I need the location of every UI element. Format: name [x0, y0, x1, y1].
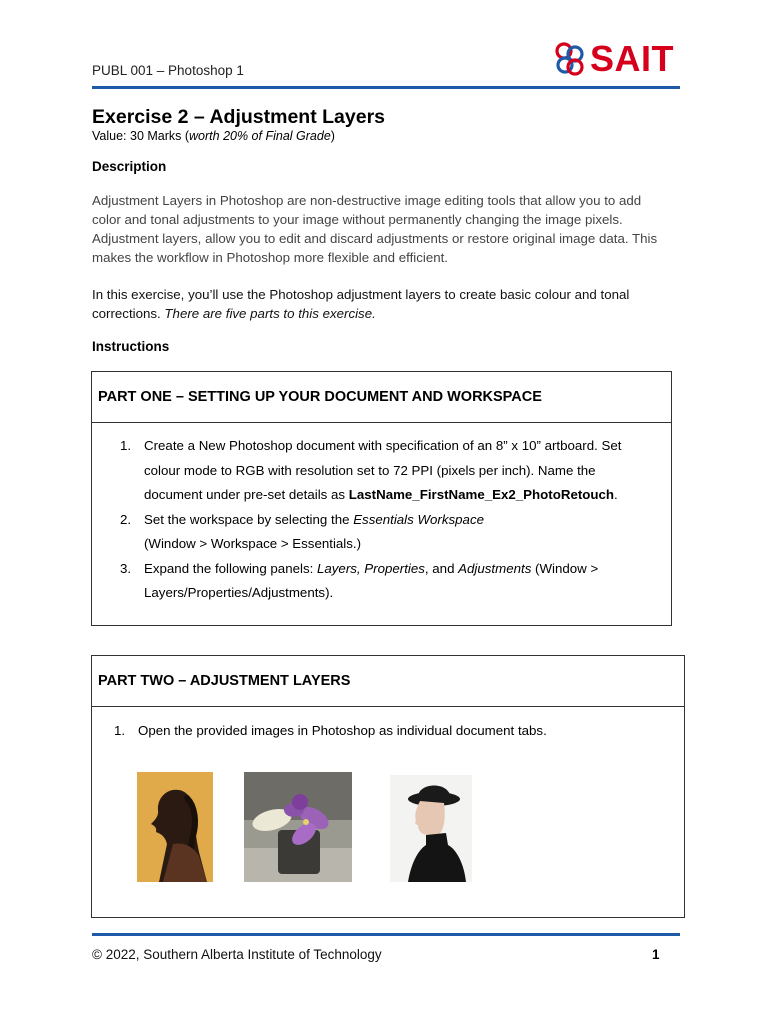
sait-knot-logo-icon [553, 41, 587, 77]
item-text: Set the workspace by selecting the [144, 511, 354, 527]
item-text: Create a New Photoshop document with specification of an 8” x 10” artboard. Set colour mode to RGB with resolution set to 72 PPI (pixels per inch). Name the document under pre-set details as [144, 438, 622, 502]
photo-man-hat [390, 775, 472, 882]
page-number: 1 [652, 947, 660, 962]
list-item [120, 557, 650, 606]
list-item [120, 508, 650, 557]
sait-logo [553, 40, 674, 78]
part-two-heading: PART TWO – ADJUSTMENT LAYERS [92, 656, 684, 707]
item-text: Expand the following panels: [144, 560, 317, 576]
course-header: PUBL 001 – Photoshop 1 [92, 63, 244, 78]
part-two-list [114, 721, 654, 741]
footer-rule [92, 933, 680, 936]
logo-text: SAIT [590, 38, 675, 79]
description-paragraph-2 [92, 285, 672, 323]
item-text: . [614, 487, 618, 502]
part-one-list [120, 434, 650, 606]
list-number: 3. [120, 560, 132, 576]
list-number: 1. [120, 438, 132, 453]
item-text: (Window > Workspace > Essentials.) [144, 536, 362, 551]
photo-woman-profile-image [137, 772, 213, 882]
item-text: Open the provided images in Photoshop as individual document tabs. [138, 723, 547, 738]
part-one-heading: PART ONE – SETTING UP YOUR DOCUMENT AND WORKSPACE [92, 372, 671, 423]
paragraph-2-italic: There are five parts to this exercise. [164, 306, 376, 321]
item-italic: Adjustments [458, 560, 532, 576]
footer-copyright: © 2022, Southern Alberta Institute of Technology [92, 947, 382, 962]
value-line [92, 129, 335, 143]
photo-man-hat-image [390, 775, 472, 882]
paragraph-2-main: In this exercise, you’ll use the Photoshop adjustment layers to create basic colour and tonal corrections. [92, 287, 630, 321]
value-suffix: ) [330, 129, 335, 143]
value-italic: worth 20% of Final Grade [189, 129, 331, 143]
item-bold-filename: LastName_FirstName_Ex2_PhotoRetouch [348, 487, 615, 502]
item-text: (Window > Layers/Properties/Adjustments). [144, 560, 599, 600]
header-rule [92, 86, 680, 89]
item-italic: Essentials Workspace [353, 511, 484, 527]
list-item [114, 721, 654, 741]
value-prefix: Value: 30 Marks ( [92, 129, 190, 143]
item-text: , and [424, 560, 459, 576]
photo-flower [244, 772, 352, 882]
photo-woman-profile [137, 772, 213, 882]
instructions-heading: Instructions [92, 339, 170, 354]
list-number: 1. [114, 723, 126, 738]
photo-flower-image [244, 772, 352, 882]
list-item [120, 434, 650, 508]
description-heading: Description [92, 159, 167, 174]
list-number: 2. [120, 511, 132, 527]
part-one-box [91, 371, 672, 626]
part-two-box [91, 655, 685, 918]
page-title: Exercise 2 – Adjustment Layers [92, 106, 386, 128]
description-paragraph-1: Adjustment Layers in Photoshop are non-destructive image editing tools that allow you to add color and tonal adjustments to your image without permanently changing the image pixels. Adjustment layers, allow you to edit and discard adjustments or restore original image data. This makes the workflow in Photoshop more flexible and efficient. [92, 193, 658, 265]
item-italic: Layers, Properties [316, 560, 425, 576]
